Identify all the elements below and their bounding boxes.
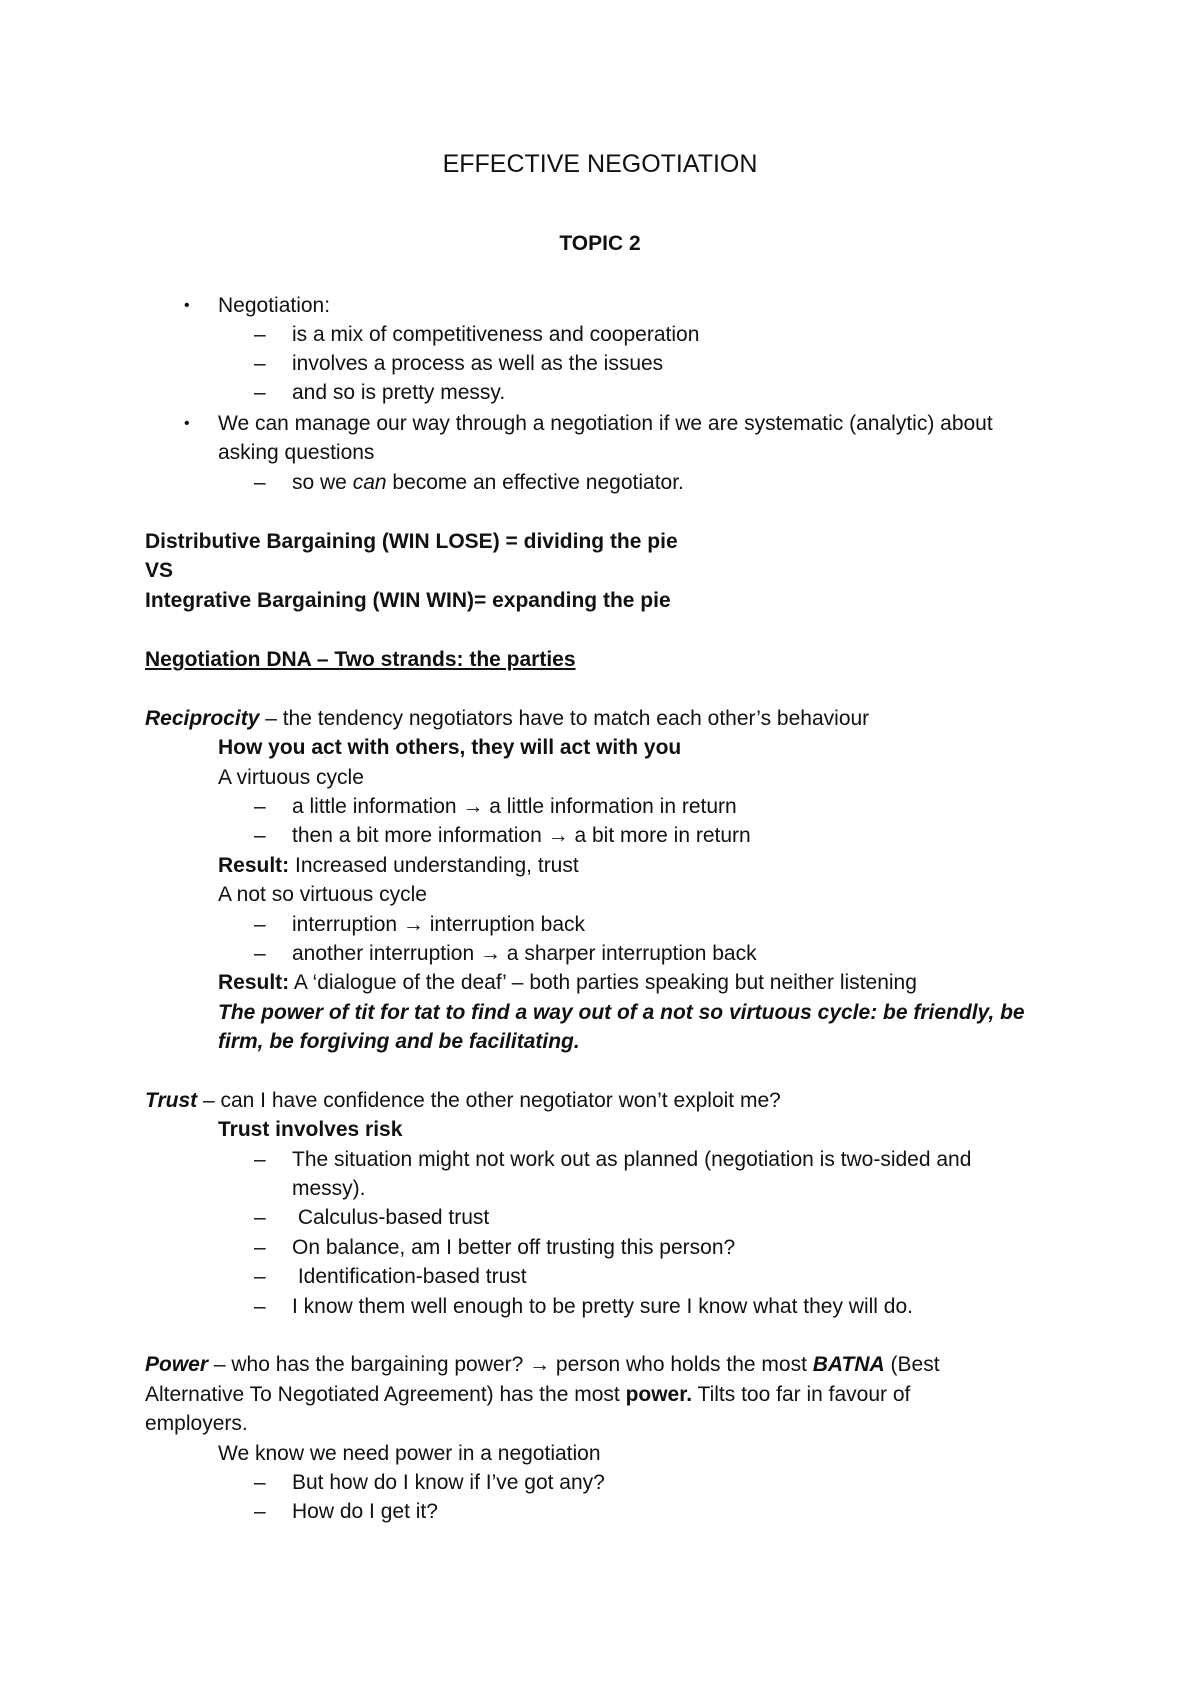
integrative-bargaining: Integrative Bargaining (WIN WIN)= expanding the pie [145, 589, 671, 612]
virtuous-cycle-label: A virtuous cycle [218, 766, 364, 789]
list-item: involves a process as well as the issues [292, 352, 664, 375]
dash-marker: – [254, 1265, 266, 1288]
list-item: How do I get it? [292, 1500, 438, 1523]
reciprocity-definition: Reciprocity – the tendency negotiators have to match each other’s behaviour [145, 707, 870, 730]
dash-marker: – [254, 381, 266, 404]
reciprocity-bold-line: How you act with others, they will act with you [218, 736, 682, 759]
arrow-right-icon: → [462, 795, 484, 818]
arrow-right-icon: → [479, 942, 501, 965]
not-virtuous-cycle-label: A not so virtuous cycle [218, 883, 427, 906]
dash-marker: – [254, 1295, 266, 1318]
tit-for-tat-line2: firm, be forgiving and be facilitating. [218, 1030, 580, 1053]
arrow-right-icon: → [529, 1353, 551, 1376]
result-line: Result: Increased understanding, trust [218, 854, 579, 877]
dash-marker: – [254, 795, 266, 818]
arrow-right-icon: → [547, 824, 569, 847]
dash-marker: – [254, 1148, 266, 1171]
list-item: a little information → a little information in return [292, 795, 737, 818]
dash-marker: – [254, 942, 266, 965]
dash-marker: – [254, 1500, 266, 1523]
dash-marker: – [254, 1206, 266, 1229]
dash-marker: – [254, 1471, 266, 1494]
topic-heading: TOPIC 2 [559, 232, 641, 255]
list-item: Identification-based trust [292, 1265, 527, 1288]
list-item: interruption → interruption back [292, 913, 585, 936]
power-definition-line3: employers. [145, 1412, 248, 1435]
list-item: so we can become an effective negotiator. [292, 471, 684, 494]
list-item: then a bit more information → a bit more in return [292, 824, 751, 847]
dash-marker: – [254, 1236, 266, 1259]
page-title: EFFECTIVE NEGOTIATION [442, 150, 758, 178]
list-item: another interruption → a sharper interruption back [292, 942, 757, 965]
list-item: On balance, am I better off trusting this person? [292, 1236, 736, 1259]
dash-marker: – [254, 824, 266, 847]
dash-marker: – [254, 913, 266, 936]
tit-for-tat-line1: The power of tit for tat to find a way out of a not so virtuous cycle: be friendly, be [218, 1001, 1025, 1024]
list-item: I know them well enough to be pretty sure I know what they will do. [292, 1295, 913, 1318]
list-item: The situation might not work out as planned (negotiation is two-sided and [292, 1148, 972, 1171]
list-item: and so is pretty messy. [292, 381, 506, 404]
power-definition: Power – who has the bargaining power? → person who holds the most BATNA (Best [145, 1353, 940, 1376]
distributive-bargaining: Distributive Bargaining (WIN LOSE) = dividing the pie [145, 530, 678, 553]
list-item: Calculus-based trust [292, 1206, 490, 1229]
list-item: is a mix of competitiveness and cooperation [292, 323, 700, 346]
power-definition-line2: Alternative To Negotiated Agreement) has the most power. Tilts too far in favour of [145, 1383, 911, 1406]
bullet-manage-line1: We can manage our way through a negotiation if we are systematic (analytic) about [218, 412, 993, 435]
dash-marker: – [254, 323, 266, 346]
bullet-manage-line2: asking questions [218, 441, 375, 464]
versus-label: VS [145, 559, 174, 582]
dash-marker: – [254, 471, 266, 494]
arrow-right-icon: → [402, 913, 424, 936]
bullet-marker: • [184, 415, 190, 432]
bullet-negotiation: Negotiation: [218, 294, 331, 317]
trust-bold-line: Trust involves risk [218, 1118, 403, 1141]
bullet-marker: • [184, 297, 190, 314]
list-item: But how do I know if I’ve got any? [292, 1471, 605, 1494]
dash-marker: – [254, 352, 266, 375]
result-line: Result: A ‘dialogue of the deaf’ – both parties speaking but neither listening [218, 971, 917, 994]
trust-definition: Trust – can I have confidence the other negotiator won’t exploit me? [145, 1089, 781, 1112]
power-indent-line: We know we need power in a negotiation [218, 1442, 601, 1465]
section-heading-dna: Negotiation DNA – Two strands: the parties [145, 648, 576, 671]
list-item-continued: messy). [292, 1177, 366, 1200]
